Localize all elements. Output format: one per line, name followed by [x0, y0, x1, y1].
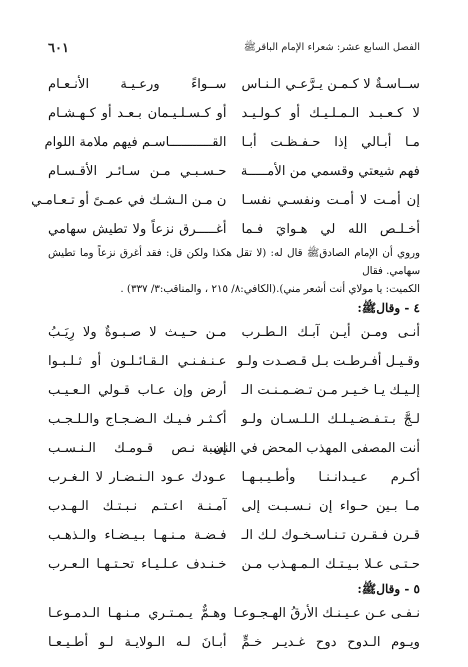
verse-second-hemistich: أبـانَ لـه الـولايـة لـو أطـيـعـا [48, 635, 227, 650]
verse-line [48, 463, 420, 492]
verse-second-hemistich: فـضـة مـنـهـا بـيـضـاء والـذهـب [48, 528, 227, 543]
verse-first-hemistich: مـا بـين حـواء إن نـسـبـت إلى [241, 499, 420, 514]
verse-first-hemistich: أكـرم عـيـدانـنـا وأطـيـبـهـا [241, 470, 420, 485]
poem-stanza-1 [31, 70, 420, 244]
verse-first-hemistich: فهم شيعتي وقسمي من الأمـــــة [240, 164, 420, 179]
verse-line [48, 376, 420, 405]
verse-line [48, 318, 420, 347]
verse-line [48, 405, 420, 434]
page-body [31, 70, 420, 657]
poem-stanza-2 [48, 318, 420, 579]
verse-second-hemistich: إن نـص قـومـك الـنـسـب [48, 441, 227, 456]
verse-second-hemistich: مـن حـيـث لا صـبـوةٌ ولا رِيَـبُ [48, 325, 227, 340]
section-heading-4: ٤ - وقالﷺ: [357, 301, 420, 315]
verse-first-hemistich: أنـى ومـن أيـن آبـك الـطـرب [241, 325, 420, 340]
verse-line [48, 215, 420, 244]
verse-second-hemistich: عـنـفـنـي الـقـائـلـون أو ثـلـبـوا [48, 354, 227, 369]
footnote-line-2: الكميت: يا مولاي أنت أشعر مني).(الكافي:٨/ ٢١٥ ، والمناقب:٣/ ٣٣٧) . [120, 283, 420, 295]
verse-second-hemistich: خـنـدف عـلـيـاء تحـتـهـا الـعـرب [48, 557, 227, 572]
verse-first-hemistich: إن أمـت لا أمـت ونفسـي نفسـا [241, 193, 420, 208]
verse-line [48, 628, 420, 657]
verse-first-hemistich: أنت المصفى المهذب المحض في النسبة [201, 441, 420, 456]
verse-line [48, 550, 420, 579]
verse-first-hemistich: مـا أبـالي إذا حـفـظـت أبـا [241, 135, 420, 150]
verse-first-hemistich: ســاسـةٌ لا كـمـن يـرَّعـي الـنـاس [241, 77, 420, 92]
verse-first-hemistich: قـرن فـقـرن تـنـاسـخـوك لـك الـ [241, 528, 420, 543]
page-number: ٦٠١ [48, 40, 69, 56]
verse-first-hemistich: إلـيـك يـا خـيـر مـن تـضـمـنـت الـ [241, 383, 420, 398]
verse-first-hemistich: ويـوم الـدوح دوح غـديـر خـمٍّ [241, 635, 420, 650]
verse-second-hemistich: أغـــــرق نزعاً ولا تطيش سهامي [48, 222, 227, 237]
verse-second-hemistich: عـودك عـود الـنـضـار لا الـغـرب [48, 470, 227, 485]
verse-first-hemistich: أخـلـص الله لي هـوايَ فـما [241, 222, 420, 237]
verse-line [48, 70, 420, 99]
verse-second-hemistich: ن مـن الـشـك في عمـىً أو تـعـامـي [31, 193, 227, 208]
verse-second-hemistich: أرض وإن عـاب قـولي الـعـيـب [48, 383, 227, 398]
verse-first-hemistich: وقـيـل أفـرطـت بـل قـصـدت ولـو [237, 354, 420, 369]
footnote-line-1: وروي أن الإمام الصادقﷺ قال له: (لا تقل هكذا ولكن قل: فقد أغرق نزعاً وما تطيش سهامي. فقال [48, 247, 420, 277]
verse-line [48, 157, 420, 186]
verse-line [31, 186, 420, 215]
verse-second-hemistich: أكـثـر فـيـك الـضـجـاج والـلـجـب [48, 412, 227, 427]
verse-second-hemistich: أو كـسـلـيـمان بـعـد أو كـهـشـام [48, 106, 227, 121]
verse-second-hemistich: ســواءً ورعـيـة الأنـعـام [48, 77, 227, 92]
chapter-title: الفصل السابع عشر: شعراء الإمام الباقرﷺ [243, 42, 420, 53]
poem-stanza-3 [48, 599, 420, 657]
verse-first-hemistich: لـجَّ بـتـفـضـيـلـك الـلـسـان ولـو [241, 412, 420, 427]
verse-first-hemistich: لا كـعـبـد الـمـلـيـك أو كـولـيـد [241, 106, 420, 121]
verse-line [48, 492, 420, 521]
verse-line [48, 347, 420, 376]
page-header [48, 40, 420, 56]
verse-line [48, 434, 420, 463]
verse-line [48, 521, 420, 550]
section-heading-5: ٥ - وقالﷺ: [357, 582, 420, 596]
verse-second-hemistich: القـــــــــــاسـم فيهم ملامة اللوام [44, 135, 227, 150]
verse-line [48, 99, 420, 128]
verse-second-hemistich: آمـنـة اعـتـم نـبـتـك الـهـدب [48, 499, 227, 514]
verse-first-hemistich: نـفـى عـن عـيـنـك الأرقُ الهـجـوعـا [233, 606, 420, 621]
verse-first-hemistich: حـتـى عـلا بـيـتـك الـمـهـذب مـن [241, 557, 420, 572]
verse-second-hemistich: وهـمٌّ يـمـتـري مـنـهـا الـدمـوعـا [48, 606, 227, 621]
verse-line [44, 128, 420, 157]
verse-second-hemistich: حـسـبـي مـن سـائـر الأقـسـام [48, 164, 227, 179]
verse-line [48, 599, 420, 628]
